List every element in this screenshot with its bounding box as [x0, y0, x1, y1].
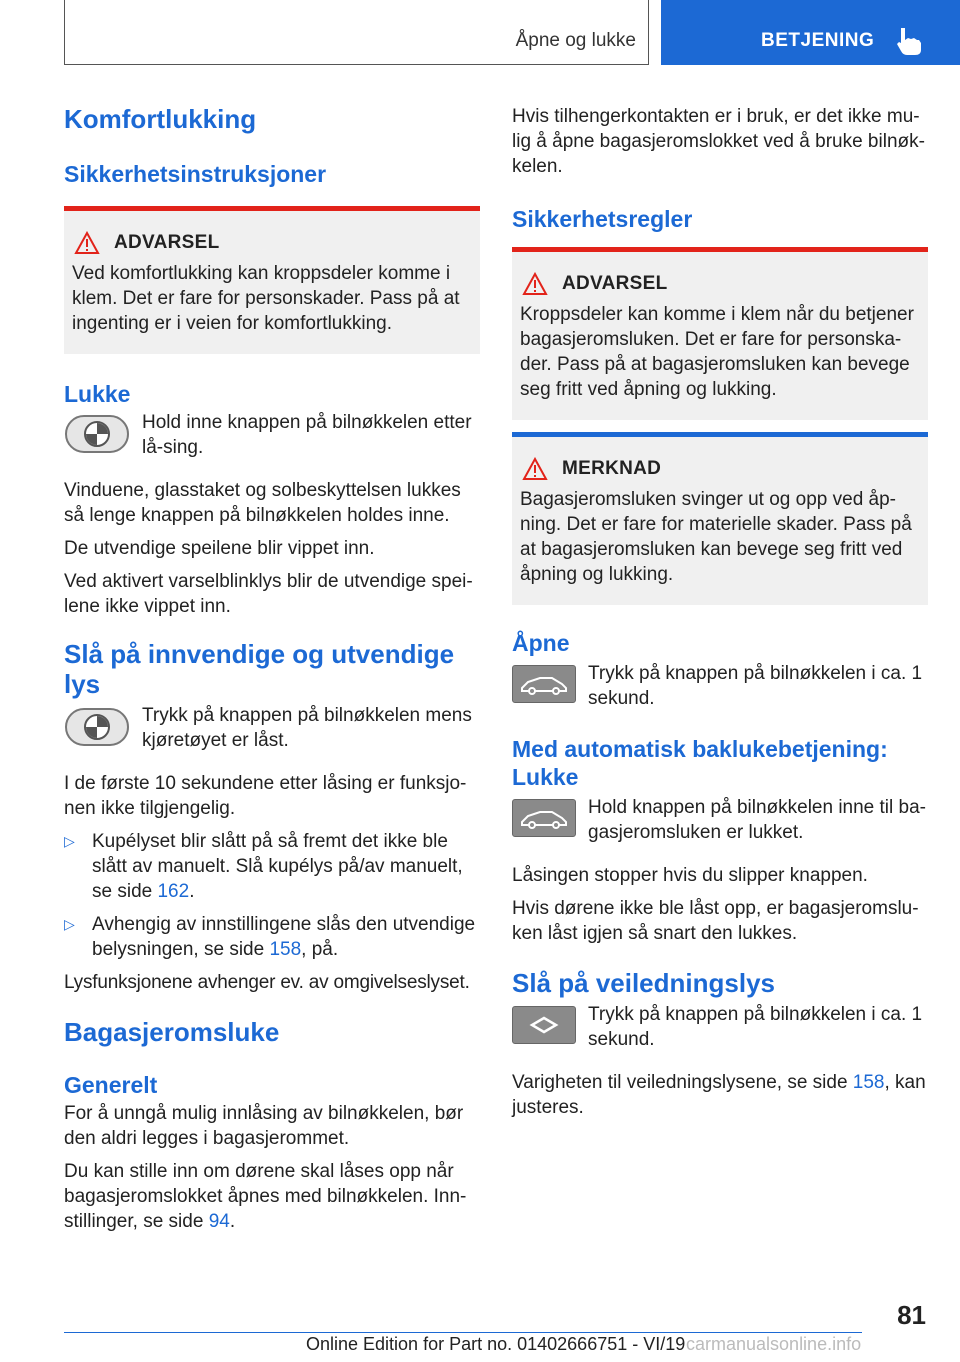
warning-triangle-icon — [74, 231, 100, 255]
guide-p-text: Varigheten til veiledningslysene, se side — [512, 1072, 853, 1093]
auto-close-instruction-text: Hold knappen på bilnøkkelen inne til ba-gasjeromsluken er lukket. — [588, 797, 926, 843]
heading-guide-lights: Slå på veiledningslys — [512, 968, 775, 998]
open-instruction — [512, 661, 928, 711]
footer-divider — [64, 1332, 862, 1333]
general-paragraph-2 — [64, 1159, 480, 1234]
section-label: BETJENING — [761, 30, 875, 51]
heading-safety-instructions: Sikkerhetsinstruksjoner — [64, 161, 327, 187]
auto-paragraph-2: Hvis dørene ikke ble låst opp, er bagasjeromslu-ken låst igjen så snart den lukkes. — [512, 898, 919, 944]
heading-tailgate: Bagasjeromsluke — [64, 1017, 280, 1047]
note-box-tailgate — [512, 432, 928, 605]
heading-comfort-closing: Komfortlukking — [64, 104, 257, 134]
list-item — [64, 829, 480, 904]
auto-close-instruction — [512, 795, 928, 845]
auto-paragraph-1: Låsingen stopper hvis du slipper knappen. — [512, 865, 868, 886]
general-p2-text: Du kan stille inn om dørene skal låses opp når bagasjeromslokket åpnes med bilnøkkelen. Inn-stillinger, se side — [64, 1161, 467, 1232]
heading-auto-tailgate-close: Med automatisk baklukebetjening: Lukke — [512, 736, 888, 790]
open-instruction-text: Trykk på knappen på bilnøkkelen i ca. 1 sekund. — [588, 663, 923, 709]
heading-close: Lukke — [64, 381, 131, 407]
warning-title: ADVARSEL — [562, 273, 668, 294]
guide-paragraph — [512, 1070, 928, 1120]
intro-paragraph: Hvis tilhengerkontakten er i bruk, er det ikke mu-lig å åpne bagasjeromslokket ved å bruke bilnøk-kelen. — [512, 106, 925, 177]
warning-triangle-icon — [522, 272, 548, 296]
warning-triangle-icon — [522, 457, 548, 481]
warning-title: ADVARSEL — [114, 232, 220, 253]
page-link-94[interactable]: 94 — [208, 1211, 230, 1232]
page-link-158[interactable]: 158 — [852, 1072, 885, 1093]
lights-paragraph-2: Lysfunksjonene avhenger ev. av omgivelseslyset. — [64, 972, 470, 993]
page-link-162[interactable]: 162 — [157, 881, 190, 902]
watermark: carmanualsonline.info — [686, 1334, 862, 1354]
guide-instruction-text: Trykk på knappen på bilnøkkelen i ca. 1 sekund. — [588, 1004, 923, 1050]
close-paragraph-3: Ved aktivert varselblinklys blir de utvendige spei-lene ikke vippet inn. — [64, 571, 473, 617]
warning-box-comfort — [64, 206, 480, 354]
bullet-1-text: Kupélyset blir slått på så fremt det ikke ble slått av manuelt. Slå kupélys på/av manuelt, se side — [92, 831, 463, 902]
close-instruction — [64, 410, 480, 460]
lights-instruction-text: Trykk på knappen på bilnøkkelen mens kjøretøyet er låst. — [142, 705, 472, 751]
warning-text: Kroppsdeler kan komme i klem når du betjener bagasjeromsluken. Det er fare for personska-der. Pass på at bagasjeromsluken kan bevege seg fritt ved åpning og lukking. — [520, 304, 914, 400]
tailgate-button-icon — [512, 799, 576, 837]
bullet-2-end: , på. — [301, 939, 339, 960]
warning-text: Ved komfortlukking kan kroppsdeler komme i klem. Det er fare for personskader. Pass på at ingenting er i veien for komfortlukking. — [72, 263, 460, 334]
page-number: 81 — [897, 1300, 926, 1330]
list-item — [64, 912, 480, 962]
close-instruction-text: Hold inne knappen på bilnøkkelen etter lå-sing. — [142, 412, 472, 458]
heading-safety-rules: Sikkerhetsregler — [512, 206, 693, 232]
page-link-158[interactable]: 158 — [269, 939, 302, 960]
guide-instruction — [512, 1002, 928, 1052]
edition-text: Online Edition for Part no. 01402666751 - VI/19 — [306, 1334, 686, 1354]
header-chapter-box — [64, 0, 649, 65]
note-text: Bagasjeromsluken svinger ut og opp ved åp-ning. Det er fare for materielle skader. Pass på at bagasjeromsluken kan bevege seg fritt ved åpning og lukking. — [520, 489, 912, 585]
bullet-2-text: Avhengig av innstillingene slås den utvendige belysningen, se side — [92, 914, 476, 960]
right-column — [512, 100, 928, 1120]
pointing-hand-icon — [895, 26, 923, 56]
heading-general: Generelt — [64, 1072, 158, 1098]
bmw-key-button-icon — [64, 414, 130, 454]
general-p2-end: . — [229, 1211, 236, 1232]
bmw-key-button-icon — [64, 707, 130, 747]
heading-open: Åpne — [512, 630, 570, 656]
warning-box-tailgate — [512, 247, 928, 420]
close-paragraph-2: De utvendige speilene blir vippet inn. — [64, 538, 375, 559]
chapter-title: Åpne og lukke — [515, 30, 636, 51]
left-column — [64, 100, 480, 1234]
bullet-triangle-icon: ▷ — [64, 916, 75, 932]
lights-paragraph-1: I de første 10 sekundene etter låsing er funksjo-nen ikke tilgjengelig. — [64, 773, 467, 819]
bullet-triangle-icon: ▷ — [64, 833, 75, 849]
general-paragraph-1: For å unngå mulig innlåsing av bilnøkkelen, bør den aldri legges i bagasjerommet. — [64, 1103, 464, 1149]
header-section-tab — [661, 0, 960, 65]
close-paragraph-1: Vinduene, glasstaket og solbeskyttelsen lukkes så lenge knappen på bilnøkkelen holdes inne. — [64, 480, 461, 526]
heading-interior-exterior-lights: Slå på innvendige og utvendige lys — [64, 639, 455, 699]
light-button-icon — [512, 1006, 576, 1044]
note-title: MERKNAD — [562, 458, 662, 479]
tailgate-button-icon — [512, 665, 576, 703]
guide-p-end: , kan justeres. — [512, 1072, 926, 1118]
lights-instruction — [64, 703, 480, 753]
bullet-1-end: . — [189, 881, 195, 902]
